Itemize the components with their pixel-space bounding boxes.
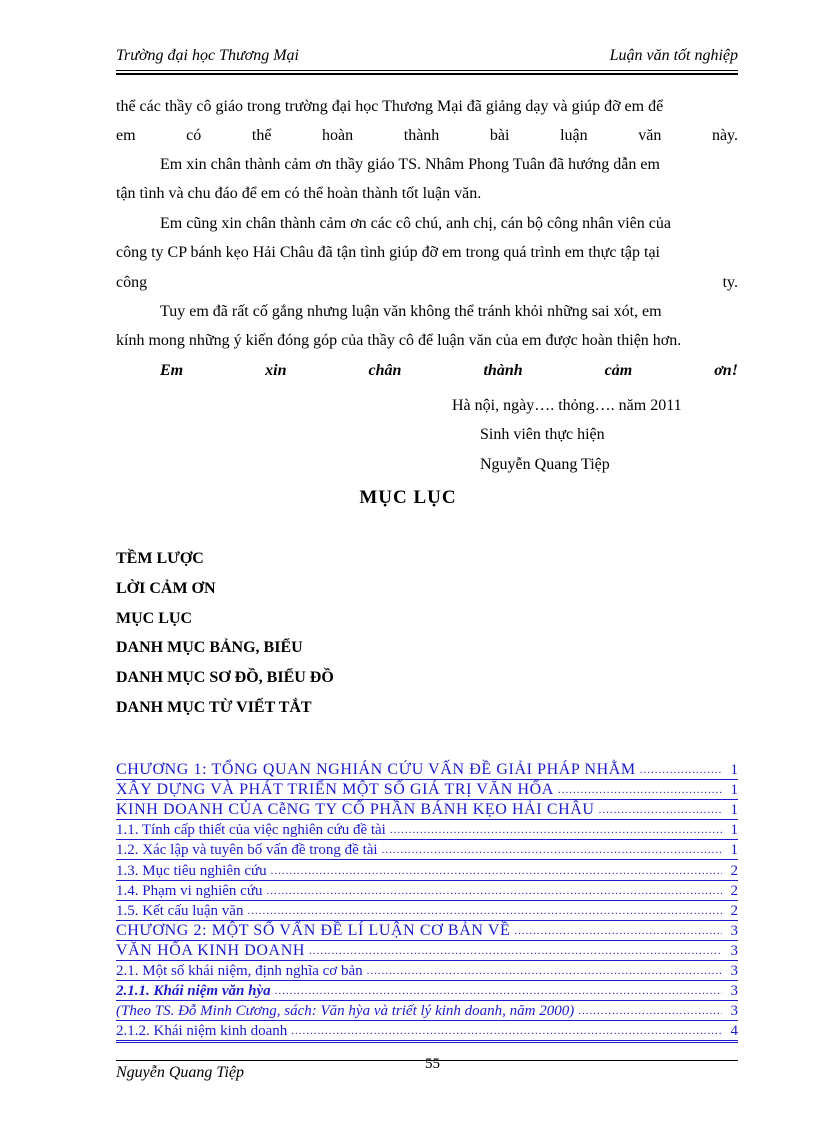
word: chân <box>368 362 402 379</box>
toc-entry[interactable] <box>116 760 738 780</box>
word: văn <box>638 127 662 144</box>
toc-entry-title: CHƯƠNG 1: TỔNG QUAN NGHIÁN CỨU VẤN ĐỀ GIẢI PHÁP NHẰM <box>116 761 636 779</box>
body-line: Em cũng xin chân thành cảm ơn các cô chú, anh chị, cán bộ công nhân viên của <box>160 215 671 232</box>
toc-page-number: 2 <box>730 902 738 919</box>
word: thành <box>403 127 440 144</box>
toc-entry-title: 1.5. Kết cấu luận văn <box>116 902 244 919</box>
header-rule <box>116 70 738 71</box>
toc-leader <box>558 781 722 799</box>
toc-entry[interactable] <box>116 840 738 860</box>
word: luận <box>560 127 588 144</box>
toc-page-number: 4 <box>730 1023 738 1040</box>
toc-page-number: 3 <box>730 922 738 939</box>
signature-name: Nguyễn Quang Tiệp <box>480 456 610 473</box>
front-matter-item[interactable]: DANH MỤC SƠ ĐỒ, BIỂU ĐỒ <box>116 669 334 686</box>
toc-entry[interactable] <box>116 800 738 820</box>
toc-entry[interactable] <box>116 981 738 1001</box>
word: có <box>186 127 202 144</box>
body-line: tận tình và chu đáo để em có thể hoàn thành tốt luận văn. <box>116 185 482 202</box>
toc-page-number: 3 <box>730 942 738 959</box>
signature-role: Sinh viên thực hiện <box>480 426 605 443</box>
toc-leader <box>640 761 722 779</box>
front-matter-item[interactable]: TỀM LƯỢC <box>116 550 204 567</box>
signature-date: Hà nội, ngày…. thỏng…. năm 2011 <box>452 397 682 414</box>
toc-entry-title: 1.3. Mục tiêu nghiên cứu <box>116 862 267 879</box>
toc-entry-title: XÂY DỰNG VÀ PHÁT TRIỂN MỘT SỐ GIÁ TRỊ VĂN HỐA <box>116 781 554 799</box>
toc-entry[interactable] <box>116 820 738 840</box>
word: Em <box>160 362 184 379</box>
toc-entry[interactable] <box>116 1021 738 1043</box>
page-number: 55 <box>425 1056 440 1072</box>
footer-author: Nguyễn Quang Tiệp <box>116 1064 244 1081</box>
toc-page-number: 3 <box>730 1003 738 1020</box>
word: cảm <box>604 362 633 379</box>
toc-leader <box>266 882 722 900</box>
toc-page-number: 3 <box>730 963 738 980</box>
toc-entry-title: 2.1.1. Khái niệm văn hỳa <box>116 983 271 1000</box>
toc-leader <box>271 862 722 880</box>
word: em <box>116 127 136 144</box>
body-line: thể các thầy cô giáo trong trường đại học Thương Mại đã giảng dạy và giúp đỡ em để <box>116 98 664 115</box>
toc-entry[interactable] <box>116 860 738 880</box>
word: này. <box>711 127 738 144</box>
toc-entry[interactable] <box>116 881 738 901</box>
header-university: Trường đại học Thương Mại <box>116 47 299 64</box>
word: thể <box>251 127 272 144</box>
header-doc-type: Luận văn tốt nghiệp <box>609 47 738 64</box>
toc-entry[interactable] <box>116 1001 738 1021</box>
toc-page-number: 2 <box>730 882 738 899</box>
word: ơn! <box>714 362 738 379</box>
front-matter-item[interactable]: DANH MỤC BẢNG, BIỂU <box>116 639 303 656</box>
word: công <box>116 274 148 291</box>
word: bài <box>489 127 510 144</box>
toc-entry[interactable] <box>116 921 738 941</box>
body-line: công ty CP bánh kẹo Hải Châu đã tận tình giúp đỡ em trong quá trình em thực tập tại <box>116 244 660 261</box>
toc-page-number: 2 <box>730 862 738 879</box>
front-matter-item[interactable]: LỜI CẢM ƠN <box>116 580 216 597</box>
toc-entry-title: 1.1. Tính cấp thiết của việc nghiên cứu đề tài <box>116 822 386 839</box>
toc-page-number: 3 <box>730 983 738 1000</box>
body-line: Em xin chân thành cảm ơn thầy giáo TS. Nhâm Phong Tuân đã hướng dẫn em <box>160 156 660 173</box>
toc-page-number: 1 <box>730 762 738 779</box>
front-matter-item[interactable]: MỤC LỤC <box>116 610 192 627</box>
word: hoàn <box>322 127 354 144</box>
toc-entry[interactable] <box>116 961 738 981</box>
toc-leader <box>390 821 722 839</box>
toc-entry-title: 1.2. Xác lập và tuyên bố vấn đề trong đề tài <box>116 842 378 859</box>
page-header <box>116 47 738 71</box>
toc-entry-title: 2.1.2. Khái niệm kinh doanh <box>116 1023 288 1040</box>
toc-entry[interactable] <box>116 780 738 800</box>
word: thành <box>483 362 523 379</box>
body-line-justified <box>116 125 738 147</box>
body-line-justified <box>116 272 738 294</box>
word: xin <box>265 362 287 379</box>
toc-leader <box>514 922 722 940</box>
toc-leader <box>247 902 722 920</box>
toc-entry-title: KINH DOANH CỦA CễNG TY CỔ PHẦN BÁNH KẸO HẢI CHÂU <box>116 801 595 819</box>
thanks-line <box>160 360 738 382</box>
toc-leader <box>309 942 722 960</box>
toc-entry-title: VĂN HỐA KINH DOANH <box>116 941 306 959</box>
toc-leader <box>382 841 722 859</box>
toc-page-number: 1 <box>730 782 738 799</box>
toc-entry-title: CHƯƠNG 2: MỘT SỐ VẤN ĐỀ LÍ LUẬN CƠ BẢN VỀ <box>116 921 511 939</box>
table-of-contents <box>116 760 738 1043</box>
toc-entry[interactable] <box>116 941 738 961</box>
toc-page-number: 1 <box>730 802 738 819</box>
toc-entry[interactable] <box>116 901 738 921</box>
front-matter-item[interactable]: DANH MỤC TỪ VIẾT TẮT <box>116 699 312 716</box>
toc-leader <box>275 982 722 1000</box>
toc-leader <box>291 1022 722 1040</box>
toc-leader <box>578 1002 722 1020</box>
toc-page-number: 1 <box>730 842 738 859</box>
body-line: Tuy em đã rất cố gắng nhưng luận văn không thể tránh khỏi những sai xót, em <box>160 303 662 320</box>
body-line: kính mong những ý kiến đóng góp của thầy cô để luận văn của em được hoàn thiện hơn. <box>116 332 682 349</box>
toc-leader <box>367 962 722 980</box>
toc-leader <box>599 801 722 819</box>
toc-entry-title: 1.4. Phạm vi nghiên cứu <box>116 882 263 899</box>
toc-entry-title: 2.1. Một số khái niệm, định nghĩa cơ bản <box>116 963 363 980</box>
toc-page-number: 1 <box>730 822 738 839</box>
toc-entry-title: (Theo TS. Đỗ Minh Cương, sách: Văn hỳa và triết lý kinh doanh, năm 2000) <box>116 1003 575 1020</box>
word: ty. <box>722 274 738 291</box>
header-rule-thick <box>116 73 738 75</box>
toc-title: MỤC LỤC <box>359 487 457 508</box>
